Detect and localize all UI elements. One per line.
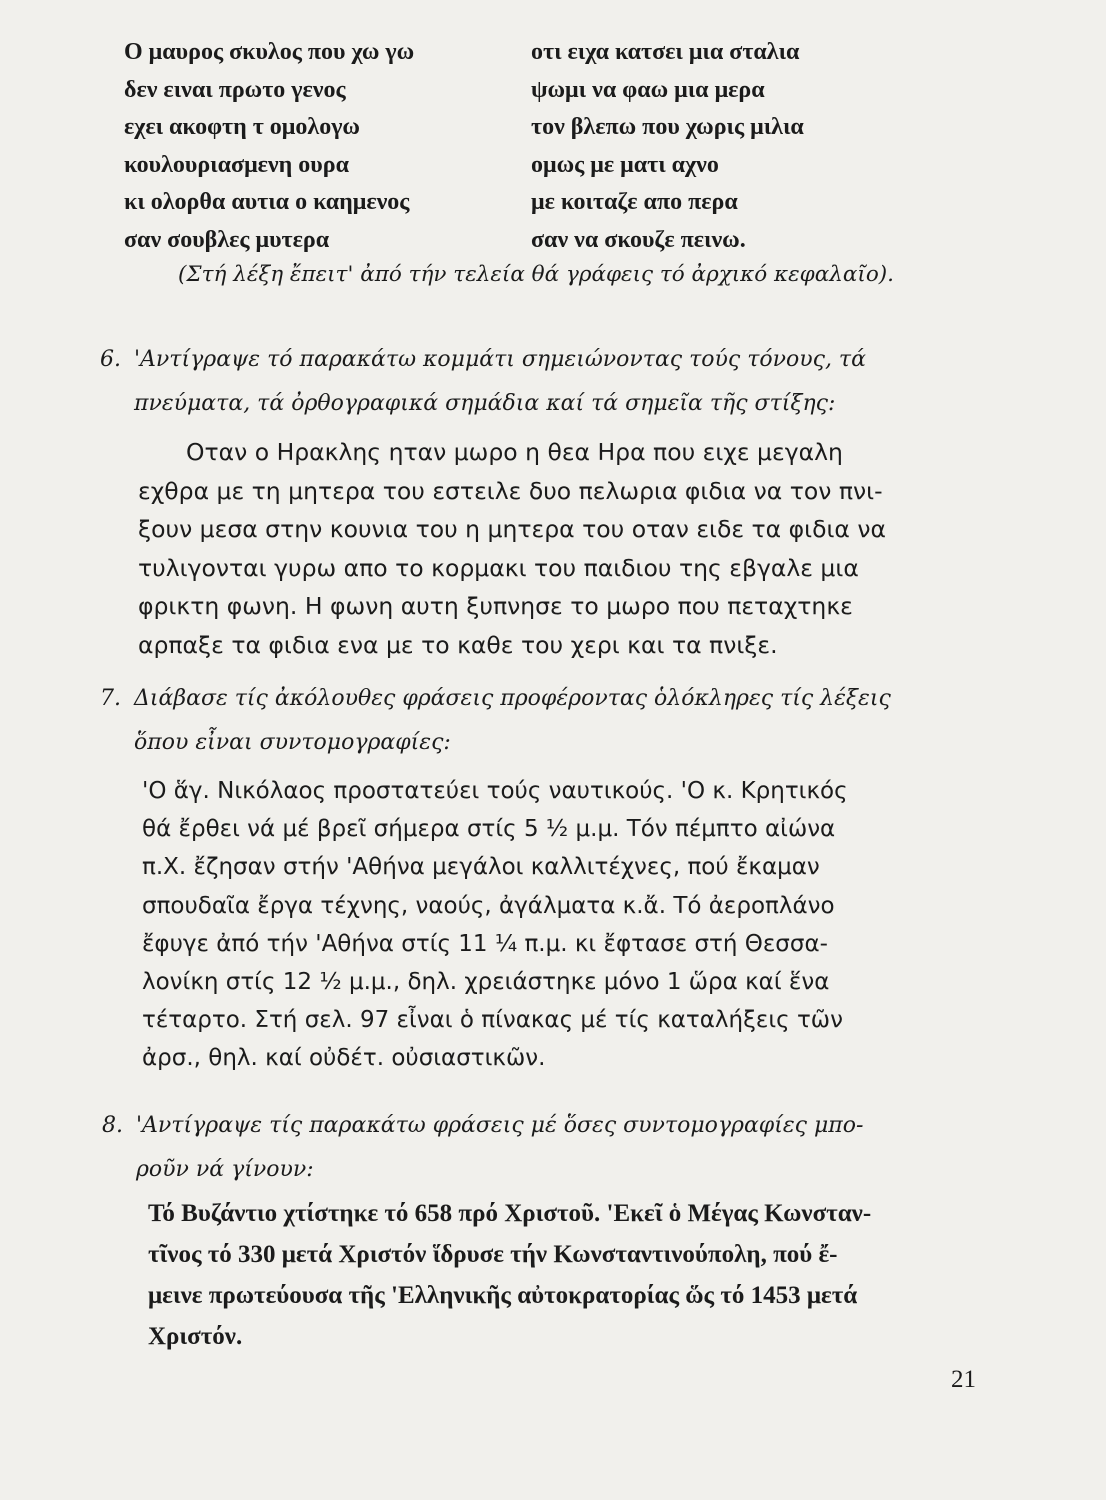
text-line: σπουδαῖα ἔργα τέχνης, ναούς, ἀγάλματα κ.ἄ. Τό ἀεροπλάνο	[142, 892, 835, 919]
instruction-line: Διάβασε τίς ἀκόλουθες φράσεις προφέροντας ὁλόκληρες τίς λέξεις	[134, 686, 891, 711]
poem-line: σαν σουβλες μυτερα	[124, 226, 330, 253]
text-line: τῖνος τό 330 μετά Χριστόν ἵδρυσε τήν Κωνσταντινούπολη, πού ἔ-	[148, 1241, 838, 1268]
exercise-number: 8.	[102, 1113, 123, 1138]
exercise-number: 6.	[100, 347, 121, 372]
instruction-line: πνεύματα, τά ὀρθογραφικά σημάδια καί τά σημεῖα τῆς στίξης:	[134, 391, 836, 416]
text-line: ἀρσ., θηλ. καί οὐδέτ. οὐσιαστικῶν.	[142, 1045, 546, 1072]
poem-line: τον βλεπω που χωρις μιλια	[531, 114, 804, 140]
text-line: π.Χ. ἔζησαν στήν 'Αθήνα μεγάλοι καλλιτέχνες, πού ἔκαμαν	[142, 854, 820, 881]
text-line: φρικτη φωνη. Η φωνη αυτη ξυπνησε το μωρο που πεταχτηκε	[138, 592, 853, 620]
capital-letter-note: (Στή λέξη ἔπειτ' ἀπό τήν τελεία θά γράφεις τό ἀρχικό κεφαλαῖο).	[178, 262, 894, 287]
text-line: θά ἔρθει νά μέ βρεῖ σήμερα στίς 5 ½ μ.μ. Τόν πέμπτο αἰώνα	[142, 816, 836, 843]
text-line: μεινε πρωτεύουσα τῆς 'Ελληνικῆς αὐτοκρατορίας ὥς τό 1453 μετά	[148, 1282, 858, 1309]
poem-line: σαν να σκουζε πεινω.	[531, 226, 746, 253]
poem-line: εχει ακοφτη τ ομολογω	[124, 114, 360, 140]
exercise-6-text	[138, 433, 886, 664]
poem-line: με κοιταζε απο περα	[531, 189, 738, 215]
poem-right-column	[531, 34, 804, 259]
poem-line: οτι ειχα κατσει μια σταλια	[531, 39, 800, 65]
instruction-line: ροῦν νά γίνουν:	[136, 1157, 314, 1182]
instruction-line: 'Αντίγραψε τίς παρακάτω φράσεις μέ ὅσες συντομογραφίες μπο-	[136, 1113, 864, 1138]
text-line: Οταν ο Ηρακλης ηταν μωρο η θεα Ηρα που ειχε μεγαλη	[186, 438, 843, 466]
text-line: Τό Βυζάντιο χτίστηκε τό 658 πρό Χριστοῦ. 'Εκεῖ ὁ Μέγας Κωνσταν-	[148, 1200, 872, 1227]
poem-line: ψωμι να φαω μια μερα	[531, 76, 765, 103]
instruction-line: 'Αντίγραψε τό παρακάτω κομμάτι σημειώνοντας τούς τόνους, τά	[134, 347, 866, 372]
exercise-8-text	[148, 1193, 871, 1357]
exercise-8-instruction	[102, 1104, 863, 1192]
text-line: τυλιγονται γυρω απο το κορμακι του παιδιου της εβγαλε μια	[138, 553, 859, 582]
text-line: ἔφυγε ἀπό τήν 'Αθήνα στίς 11 ¼ π.μ. κι ἔφτασε στή Θεσσα-	[142, 930, 828, 957]
page-number: 21	[951, 1366, 976, 1393]
exercise-number: 7.	[100, 686, 121, 711]
exercise-6-instruction	[100, 338, 866, 426]
text-line: Χριστόν.	[148, 1323, 243, 1350]
poem-line: κι ολορθα αυτια ο καημενος	[124, 189, 410, 215]
poem-line: Ο μαυρος σκυλος που χω γω	[124, 39, 415, 65]
text-line: τέταρτο. Στή σελ. 97 εἶναι ὁ πίνακας μέ τίς καταλήξεις τῶν	[142, 1007, 843, 1034]
text-line: ξουν μεσα στην κουνια του η μητερα του οταν ειδε τα φιδια να	[138, 515, 886, 543]
poem-line: ομως με ματι αχνο	[531, 151, 719, 178]
exercise-7-text	[142, 772, 848, 1078]
exercise-7-instruction	[100, 677, 891, 765]
text-line: εχθρα με τη μητερα του εστειλε δυο πελωρια φιδια να τον πνι-	[138, 476, 883, 505]
instruction-line: ὅπου εἶναι συντομογραφίες:	[134, 730, 451, 755]
text-line: 'Ο ἅγ. Νικόλαος προστατεύει τούς ναυτικούς. 'Ο κ. Κρητικός	[142, 778, 848, 804]
poem-line: δεν ειναι πρωτο γενος	[124, 76, 346, 103]
poem-line: κουλουριασμενη ουρα	[124, 151, 349, 178]
text-line: αρπαξε τα φιδια ενα με το καθε του χερι και τα πνιξε.	[138, 630, 778, 659]
poem-left-column	[124, 34, 414, 259]
text-line: λονίκη στίς 12 ½ μ.μ., δηλ. χρειάστηκε μόνο 1 ὥρα καί ἕνα	[142, 969, 830, 996]
